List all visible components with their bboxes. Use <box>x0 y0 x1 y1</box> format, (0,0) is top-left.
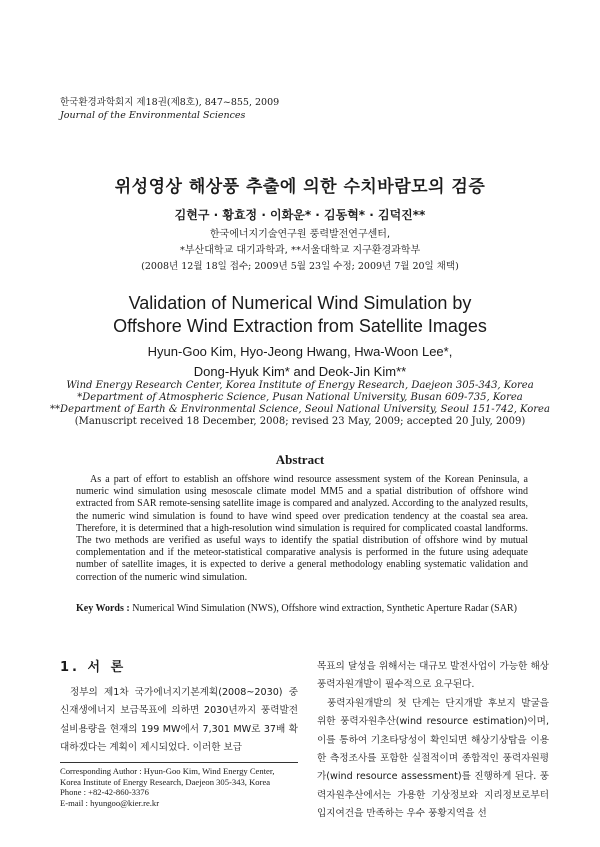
section-heading-introduction: 1. 서 론 <box>60 660 127 675</box>
english-affiliation-3: **Department of Earth & Environmental Science, Seoul National University, Seoul 151-742, Korea <box>50 404 550 415</box>
footnote-divider <box>60 762 298 763</box>
english-authors <box>0 342 600 382</box>
journal-name-english: Journal of the Environmental Sciences <box>60 110 246 121</box>
footnote-line-1: Corresponding Author : Hyun-Goo Kim, Wind Energy Center, <box>60 766 275 776</box>
keywords-text: Numerical Wind Simulation (NWS), Offshore wind extraction, Synthetic Aperture Radar (SAR) <box>132 603 517 614</box>
korean-affiliation-2: *부산대학교 대기과학과, **서울대학교 지구환경과학부 <box>179 245 421 256</box>
english-title-line-1: Validation of Numerical Wind Simulation by <box>128 293 472 313</box>
intro-right-column <box>317 658 549 824</box>
english-authors-line-1: Hyun-Goo Kim, Hyo-Jeong Hwang, Hwa-Woon Lee*, <box>147 344 453 359</box>
abstract-heading: Abstract <box>275 452 325 467</box>
footnote-line-3: Phone : +82-42-860-3376 <box>60 787 149 798</box>
korean-authors: 김현구 · 황효정 · 이화운* · 김동혁* · 김덕진** <box>174 208 426 222</box>
korean-dates: (2008년 12월 18일 접수; 2009년 5월 23일 수정; 2009년 7월 20일 채택) <box>141 261 459 272</box>
abstract-body: As a part of effort to establish an offshore wind resource assessment system of the Korean Peninsula, a numeric wind simulation using mesoscale climate model MM5 and a spatial distribution of offshore wind extracted from SAR remote-sensing satellite image is compared and analyzed. According to the analyzed results, the numeric wind simulation is found to have wind speed over predication tendency at the coastal sea area. Therefore, it is determined that a high-resolution wind simulation is required for complicated coastal landforms. The two methods are verified as useful ways to identify the spatial distribution of offshore wind by mutual complementation and if the meteor-statistical comparative analysis is performed in the future using adequate number of satellite images, it is expected to derive a general methodology enabling systematic validation and correction of the numeric wind simulation. <box>76 474 528 583</box>
english-affiliation-2: *Department of Atmospheric Science, Pusan National University, Busan 609-735, Korea <box>77 392 523 403</box>
keywords-label: Key Words : <box>76 603 130 614</box>
journal-header <box>60 96 279 122</box>
korean-title: 위성영상 해상풍 추출에 의한 수치바람모의 검증 <box>114 177 486 197</box>
manuscript-dates: (Manuscript received 18 December, 2008; revised 23 May, 2009; accepted 20 July, 2009) <box>74 416 526 427</box>
english-authors-line-2: Dong-Hyuk Kim* and Deok-Jin Kim** <box>193 364 407 379</box>
journal-citation-korean: 한국환경과학회지 제18권(제8호), 847~855, 2009 <box>60 97 280 108</box>
korean-author-block <box>0 206 600 275</box>
keywords <box>76 602 536 615</box>
english-title-line-2: Offshore Wind Extraction from Satellite Images <box>113 316 487 336</box>
intro-left-column: 정부의 제1차 국가에너지기본계획(2008~2030) 중 신재생에너지 보급목표에 의하면 2030년까지 풍력발전 설비용량을 현재의 199 MW에서 7,301 MW로 37배 확대하겠다는 계획이 제시되었다. 이러한 보급 <box>60 687 298 754</box>
corresponding-author-footnote <box>60 766 310 808</box>
intro-right-paragraph-2: 풍력자원개발의 첫 단계는 단지개발 후보지 발굴을 위한 풍력자원추산(wind resource estimation)이며, 이를 통하여 기초타당성이 확인되면 해상기상탑을 이용한 측정조사를 포함한 실절적이며 종합적인 풍력자원평가(wind resource assessment)를 진행하게 된다. 풍력자원추산에서는 가용한 기상정보와 지리정보로부터 입지여건을 만족하는 우수 풍황지역을 선 <box>317 697 549 820</box>
intro-right-paragraph-1: 목표의 달성을 위해서는 대규모 발전사업이 가능한 해상 풍력자원개발이 필수적으로 요구된다. <box>317 661 549 691</box>
english-affiliation-1: Wind Energy Research Center, Korea Institute of Energy Research, Daejeon 305-343, Korea <box>66 380 534 391</box>
english-title <box>0 292 600 338</box>
footnote-line-4: E-mail : hyungoo@kier.re.kr <box>60 797 160 808</box>
korean-affiliation-1: 한국에너지기술연구원 풍력발전연구센터, <box>209 229 391 240</box>
footnote-line-2: Korea Institute of Energy Research, Daejeon 305-343, Korea <box>60 776 271 787</box>
english-affiliations <box>0 380 600 428</box>
